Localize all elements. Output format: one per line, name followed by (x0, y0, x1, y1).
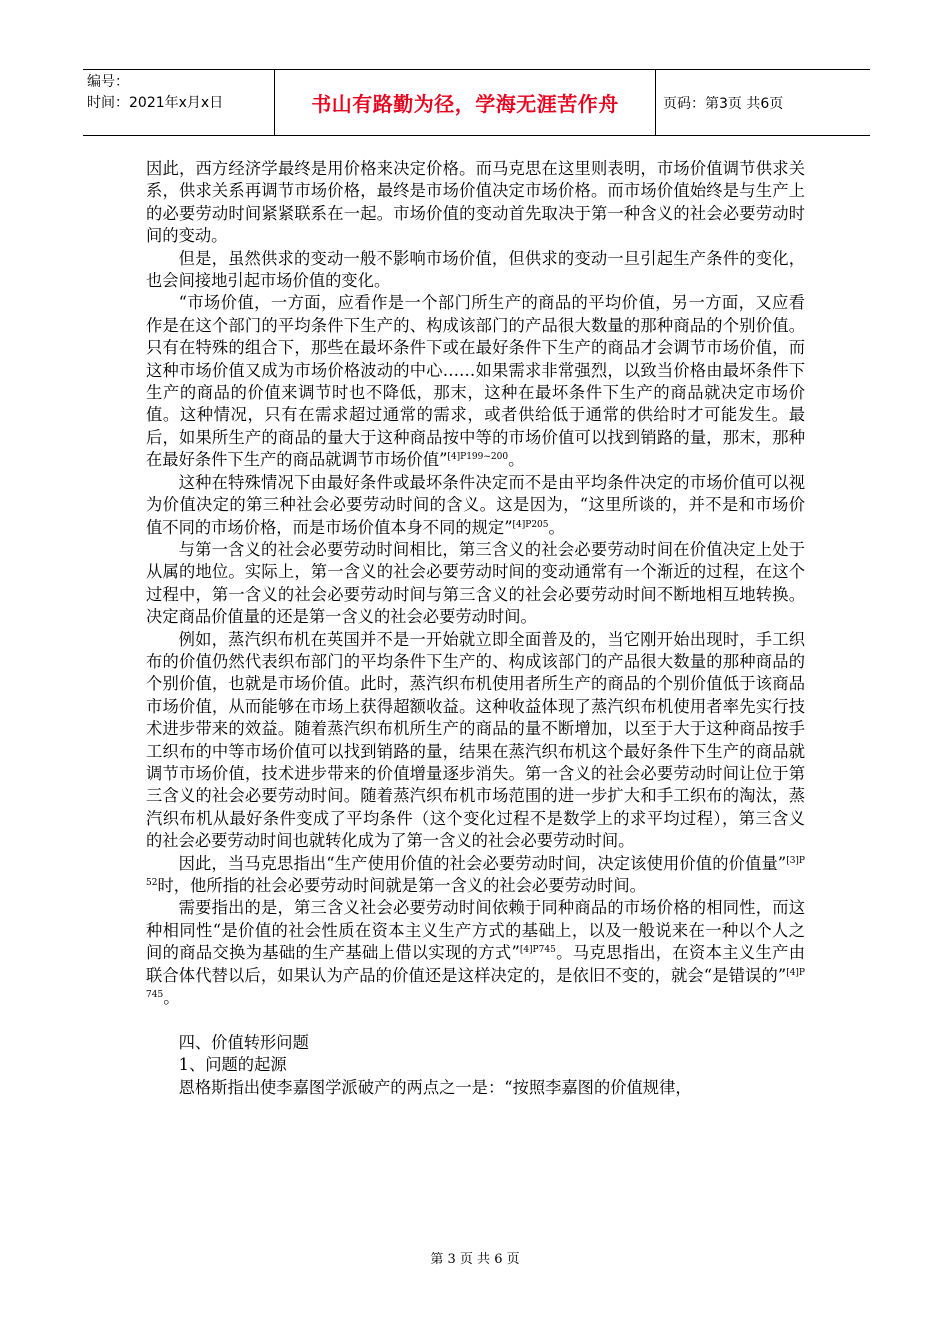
section-subheading: 1、问题的起源 (178, 1055, 287, 1075)
paragraph: 这种在特殊情况下由最好条件或最坏条件决定而不是由平均条件决定的市场价值可以视为价值决定的第三种社会必要劳动时间的含义。这是因为，“这里所谈的，并不是和市场价值不同的市场价格，而是市场价值本身不同的规定”$^{[4]P205}$。 (146, 472, 805, 537)
section-heading: 四、价值转形问题 (178, 1032, 309, 1052)
header-motto: 书山有路勤为径，学海无涯苦作舟 (311, 92, 619, 116)
document-body (146, 158, 805, 1099)
paragraph: 因此，西方经济学最终是用价格来决定价格。而马克思在这里则表明，市场价值调节供求关系，供求关系再调节市场价格，最终是市场价值决定市场价格。而市场价值始终是与生产上的必要劳动时间紧紧联系在一起。市场价值的变动首先取决于第一种含义的社会必要劳动时间的变动。 (146, 159, 805, 246)
citation: [4]P199~200 (447, 452, 509, 463)
citation: [4]P745 (146, 967, 805, 1001)
paragraph: 恩格斯指出使李嘉图学派破产的两点之一是：“按照李嘉图的价值规律， (178, 1077, 692, 1097)
header-time-label: 时间：2021年x月x日 (87, 95, 224, 111)
header-page-info: 页码：第3页 共6页 (663, 95, 784, 112)
paragraph: 需要指出的是，第三含义社会必要劳动时间依赖于同种商品的市场价格的相同性，而这种相同性“是价值的社会性质在资本主义生产方式的基础上，以及一般说来在一种以个人之间的商品交换为基础的生产基础上借以实现的方式”$^{[4]P745}$。马克思指出，在资本主义生产由联合体代替以后，如果认为产品的价值还是这样决定的，是依旧不变的，就会“是错误的”$^{[4]P745}$。 (146, 898, 805, 1008)
paragraph: “市场价值，一方面，应看作是一个部门所生产的商品的平均价值，另一方面，又应看作是在这个部门的平均条件下生产的、构成该部门的产品很大数量的那种商品的个别价值。只有在特殊的组合下，那些在最坏条件下或在最好条件下生产的商品才会调节市场价值，而这种市场价值又成为市场价格波动的中心……如果需求非常强烈，以致当价格由最坏条件下生产的商品的价值来调节时也不降低，那末，这种在最坏条件下生产的商品就决定市场价值。这种情况，只有在需求超过通常的需求，或者供给低于通常的供给时才可能发生。最后，如果所生产的商品的量大于这种商品按中等的市场价值可以找到销路的量，那末，那种在最好条件下生产的商品就调节市场价值”$^{[4]P199\sim 200}$。 (146, 293, 805, 470)
header-meta (87, 72, 273, 135)
citation: [4]P745 (519, 945, 556, 956)
citation: [4]P205 (512, 519, 549, 530)
header-number-label: 编号： (87, 74, 129, 90)
paragraph: 与第一含义的社会必要劳动时间相比，第三含义的社会必要劳动时间在价值决定上处于从属的地位。实际上，第一含义的社会必要劳动时间的变动通常有一个渐近的过程，在这个过程中，第一含义的社会必要劳动时间与第三含义的社会必要劳动时间不断地相互地转换。决定商品价值量的还是第一含义的社会必要劳动时间。 (146, 539, 805, 627)
paragraph: 但是，虽然供求的变动一般不影响市场价值，但供求的变动一旦引起生产条件的变化，也会间接地引起市场价值的变化。 (146, 248, 805, 291)
citation: [3]P52 (146, 855, 805, 888)
header-divider-right (655, 70, 656, 135)
paragraph: 因此，当马克思指出“生产使用价值的社会必要劳动时间，决定该使用价值的价值量”$^{[3]P52}$时，他所指的社会必要劳动时间就是第一含义的社会必要劳动时间。 (146, 853, 805, 895)
page-footer: 第 3 页 共 6 页 (430, 1252, 520, 1267)
page-header (83, 69, 870, 136)
blank-line (146, 1009, 805, 1031)
paragraph: 例如，蒸汽织布机在英国并不是一开始就立即全面普及的，当它刚开始出现时，手工织布的价值仍然代表织布部门的平均条件下生产的、构成该部门的产品很大数量的那种商品的个别价值，也就是市场价值。此时，蒸汽织布机使用者所生产的商品的个别价值低于该商品市场价值，从而能够在市场上获得超额收益。这种收益体现了蒸汽织布机使用者率先实行技术进步带来的效益。随着蒸汽织布机所生产的商品的量不断增加，以至于大于这种商品按手工织布的中等市场价值可以找到销路的量，结果在蒸汽织布机这个最好条件下生产的商品就调节市场价值，技术进步带来的价值增量逐步消失。第一含义的社会必要劳动时间让位于第三含义的社会必要劳动时间。随着蒸汽织布机市场范围的进一步扩大和手工织布的淘汰，蒸汽织布机从最好条件变成了平均条件（这个变化过程不是数学上的求平均过程），第三含义的社会必要劳动时间也就转化成为了第一含义的社会必要劳动时间。 (146, 629, 805, 851)
